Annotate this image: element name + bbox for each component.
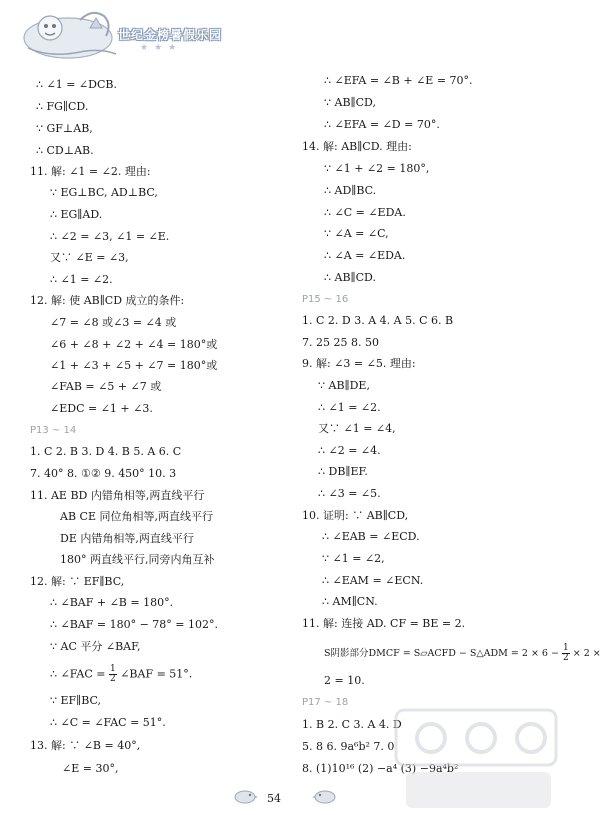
- problem-heading: 13. 解: ∵ ∠B = 40°,: [30, 739, 141, 752]
- answer-line: ∵ ∠1 + ∠2 = 180°,: [324, 162, 430, 175]
- problem-heading: 10. 证明: ∵ AB∥CD,: [302, 509, 409, 522]
- problem-heading: 12. 解: ∵ EF∥BC,: [30, 575, 125, 588]
- cartoon-logo-icon: [20, 2, 130, 64]
- page-range-heading: P13 ~ 14: [30, 425, 77, 436]
- page-range-heading: P15 ~ 16: [302, 294, 349, 305]
- answer-line: ∴ CD⊥AB.: [36, 144, 94, 157]
- answer-line: ∴ ∠EAM = ∠ECN.: [322, 574, 424, 587]
- answer-line: 7. 40° 8. ①② 9. 450° 10. 3: [30, 467, 177, 480]
- fraction-denominator: 2: [562, 653, 569, 663]
- answer-line: AB CE 同位角相等,两直线平行: [60, 510, 213, 523]
- page-footer: [0, 780, 566, 810]
- equation-text: S阴影部分DMCF = S▱ACFD − S△ADM = 2 × 6 −: [324, 648, 559, 659]
- problem-heading: 9. 解: ∠3 = ∠5. 理由:: [302, 357, 416, 370]
- answer-line: 7. 25 25 8. 50: [302, 336, 379, 349]
- answer-line: ∴ AB∥CD.: [324, 271, 376, 284]
- answer-line: ∴ ∠BAF = 180° − 78° = 102°.: [50, 618, 218, 631]
- answer-line: 180° 两直线平行,同旁内角互补: [60, 553, 215, 566]
- answer-text: ∠BAF = 51°.: [120, 667, 193, 681]
- answer-line: ∴ FG∥CD.: [36, 100, 89, 113]
- answer-line: ∴ DB∥EF.: [318, 465, 368, 478]
- answer-line: ∠7 = ∠8 或∠3 = ∠4 或: [50, 316, 177, 329]
- problem-heading: 11. 解: 连接 AD. CF = BE = 2.: [302, 617, 466, 630]
- answer-line: ∴ ∠BAF + ∠B = 180°.: [50, 596, 174, 609]
- answer-text: ∴ ∠FAC =: [50, 667, 106, 681]
- problem-heading: 14. 解: AB∥CD. 理由:: [302, 140, 412, 153]
- answer-line: [50, 665, 192, 684]
- answer-line: ∠6 + ∠8 + ∠2 + ∠4 = 180°或: [50, 338, 218, 351]
- page-header: [0, 0, 566, 70]
- page-range-heading: P17 ~ 18: [302, 697, 349, 708]
- page-number: 54: [267, 792, 281, 805]
- answer-line: ∠E = 30°,: [62, 762, 119, 775]
- answer-line: ∵ ∠1 = ∠2,: [322, 552, 385, 565]
- answer-line: ∴ ∠2 = ∠3, ∠1 = ∠E.: [50, 230, 170, 243]
- series-title: 世纪金榜暑假乐园: [118, 28, 223, 42]
- answer-line: ∵ EG⊥BC, AD⊥BC,: [50, 186, 158, 199]
- answer-line: ∠FAB = ∠5 + ∠7 或: [50, 380, 162, 393]
- answer-line: ∵ AC 平分 ∠BAF,: [50, 640, 141, 653]
- bird-icon: [312, 788, 338, 804]
- problem-heading: 12. 解: 使 AB∥CD 成立的条件:: [30, 294, 185, 307]
- answer-line: 1. C 2. D 3. A 4. A 5. C 6. B: [302, 314, 454, 327]
- answer-line: 8. (1)10¹⁶ (2) −a⁴ (3) −9a⁴b²: [302, 762, 459, 775]
- answer-line: ∴ ∠C = ∠FAC = 51°.: [50, 716, 166, 729]
- answer-line: ∵ AB∥DE,: [318, 379, 370, 392]
- answer-line: 1. C 2. B 3. D 4. B 5. A 6. C: [30, 445, 182, 458]
- problem-heading: 11. AE BD 内错角相等,两直线平行: [30, 489, 205, 502]
- equation-text: × 2 ×: [572, 648, 601, 659]
- answer-line: ∠EDC = ∠1 + ∠3.: [50, 402, 153, 415]
- problem-heading: 11. 解: ∠1 = ∠2. 理由:: [30, 165, 151, 178]
- answer-line: ∴ AD∥BC.: [324, 184, 377, 197]
- answer-line: ∴ ∠EFA = ∠D = 70°.: [324, 118, 440, 131]
- answer-line: ∴ EG∥AD.: [50, 208, 103, 221]
- answer-line: ∵ GF⊥AB,: [36, 122, 93, 135]
- answer-line: DE 内错角相等,两直线平行: [60, 532, 194, 545]
- answer-line: 2 = 10.: [324, 674, 365, 687]
- fraction: [562, 644, 570, 663]
- answer-line: ∴ ∠A = ∠EDA.: [324, 249, 406, 262]
- fraction-numerator: 1: [562, 643, 569, 653]
- answer-line: ∠1 + ∠3 + ∠5 + ∠7 = 180°或: [50, 359, 218, 372]
- answer-line: ∵ AB∥CD,: [324, 96, 376, 109]
- answer-line: ∴ ∠1 = ∠2.: [50, 273, 113, 286]
- decorative-stars-icon: ★★★: [140, 43, 183, 53]
- answer-line: 又∵ ∠E = ∠3,: [50, 251, 129, 264]
- bird-icon: [232, 788, 258, 804]
- answer-line: ∴ AM∥CN.: [322, 595, 378, 608]
- answer-line: ∵ EF∥BC,: [50, 694, 102, 707]
- fraction: [109, 665, 117, 684]
- answer-line: ∴ ∠EAB = ∠ECD.: [322, 530, 420, 543]
- fraction-numerator: 1: [109, 664, 116, 674]
- answer-line: ∵ ∠A = ∠C,: [324, 227, 389, 240]
- answer-line: 1. B 2. C 3. A 4. D: [302, 718, 402, 731]
- answer-line: 又∵ ∠1 = ∠4,: [318, 422, 396, 435]
- area-equation: [324, 644, 601, 663]
- answer-line: ∴ ∠C = ∠EDA.: [324, 206, 406, 219]
- answer-line: ∴ ∠3 = ∠5.: [318, 487, 381, 500]
- answer-line: ∴ ∠1 = ∠2.: [318, 401, 381, 414]
- answer-line: ∴ ∠1 = ∠DCB.: [36, 78, 117, 91]
- answer-line: ∴ ∠2 = ∠4.: [318, 444, 381, 457]
- answer-line: ∴ ∠EFA = ∠B + ∠E = 70°.: [324, 74, 473, 87]
- fraction-denominator: 2: [109, 674, 116, 684]
- answer-line: 5. 8 6. 9a⁶b² 7. 0: [302, 740, 395, 753]
